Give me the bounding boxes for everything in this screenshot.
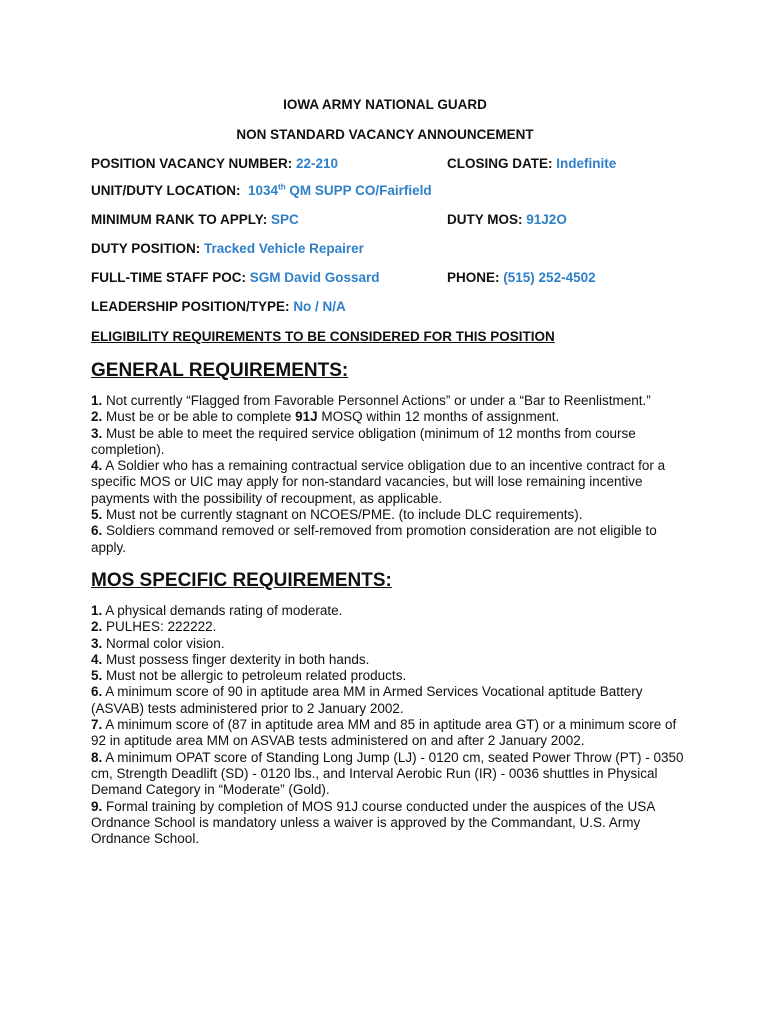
list-item: 8. A minimum OPAT score of Standing Long Jump (LJ) - 0120 cm, seated Power Throw (PT) - 0350 cm, Strength Deadlift (SD) - 0120 lbs., and Interval Aerobic Run (IR) - 0036 shuttles in Physical Demand Category in “Moderate” (Gold). — [91, 749, 684, 798]
minimum-rank — [91, 212, 299, 227]
position-vacancy-number-label: POSITION VACANCY NUMBER: — [91, 156, 293, 171]
list-item: 6. A minimum score of 90 in aptitude area MM in Armed Services Vocational aptitude Battery (ASVAB) tests administered prior to 2 January 2002. — [91, 684, 643, 716]
unit-duty-location — [91, 183, 432, 198]
duty-mos-label: DUTY MOS: — [447, 212, 523, 227]
general-requirements-heading: GENERAL REQUIREMENTS: — [91, 360, 349, 381]
list-item: 2. Must be or be able to complete 91J MOSQ within 12 months of assignment. — [91, 409, 560, 425]
leadership-position — [91, 299, 346, 314]
phone — [447, 270, 596, 285]
leadership-label: LEADERSHIP POSITION/TYPE: — [91, 299, 290, 314]
staff-poc — [91, 270, 380, 285]
unit-label: UNIT/DUTY LOCATION: — [91, 183, 241, 198]
phone-value: (515) 252-4502 — [503, 270, 596, 285]
closing-date-label: CLOSING DATE: — [447, 156, 553, 171]
list-item: 5. Must not be allergic to petroleum related products. — [91, 668, 407, 684]
org-title: IOWA ARMY NATIONAL GUARD — [283, 97, 487, 112]
list-item: 6. Soldiers command removed or self-removed from promotion consideration are not eligible to apply. — [91, 523, 657, 555]
duty-mos-value: 91J2O — [526, 212, 567, 227]
eligibility-heading: ELIGIBILITY REQUIREMENTS TO BE CONSIDERED FOR THIS POSITION — [91, 329, 555, 344]
leadership-value: No / N/A — [293, 299, 346, 314]
closing-date — [447, 156, 616, 171]
list-item: 3. Must be able to meet the required service obligation (minimum of 12 months from course completion). — [91, 425, 636, 457]
list-item: 2. PULHES: 222222. — [91, 619, 217, 635]
duty-position-value: Tracked Vehicle Repairer — [204, 241, 364, 256]
general-requirements-list — [91, 393, 691, 556]
mos-requirements-heading: MOS SPECIFIC REQUIREMENTS: — [91, 570, 392, 591]
phone-label: PHONE: — [447, 270, 500, 285]
unit-value — [248, 183, 432, 198]
duty-position — [91, 241, 364, 256]
unit-suffix: th — [278, 182, 286, 192]
list-item: 1. Not currently “Flagged from Favorable Personnel Actions” or under a “Bar to Reenlistment.” — [91, 393, 651, 408]
position-vacancy-number-value: 22-210 — [296, 156, 339, 171]
list-item: 1. A physical demands rating of moderate. — [91, 603, 343, 618]
list-item: 4. A Soldier who has a remaining contractual service obligation due to an incentive contract for a specific MOS or UIC may apply for non-standard vacancies, but will lose remaining incentive payments with the possibility of recoupment, as applicable. — [91, 458, 666, 506]
unit-rest: QM SUPP CO/Fairfield — [289, 183, 432, 198]
duty-position-label: DUTY POSITION: — [91, 241, 201, 256]
list-item: 4. Must possess finger dexterity in both hands. — [91, 651, 370, 667]
list-item: 9. Formal training by completion of MOS 91J course conducted under the auspices of the USA Ordnance School is mandatory unless a waiver is approved by the Commandant, U.S. Army Ordnance School. — [91, 798, 655, 847]
min-rank-label: MINIMUM RANK TO APPLY: — [91, 212, 268, 227]
unit-number: 1034 — [248, 183, 279, 198]
list-item: 3. Normal color vision. — [91, 635, 225, 651]
position-vacancy-number — [91, 156, 338, 171]
doc-title: NON STANDARD VACANCY ANNOUNCEMENT — [236, 127, 534, 142]
duty-mos — [447, 212, 567, 227]
poc-value: SGM David Gossard — [249, 270, 380, 285]
list-item: 7. A minimum score of (87 in aptitude area MM and 85 in aptitude area GT) or a minimum score of 92 in aptitude area MM on ASVAB tests administered on and after 2 January 2002. — [91, 717, 677, 749]
closing-date-value: Indefinite — [556, 156, 617, 171]
mos-requirements-list — [91, 603, 691, 847]
poc-label: FULL-TIME STAFF POC: — [91, 270, 246, 285]
list-item: 5. Must not be currently stagnant on NCOES/PME. (to include DLC requirements). — [91, 507, 583, 523]
min-rank-value: SPC — [271, 212, 299, 227]
